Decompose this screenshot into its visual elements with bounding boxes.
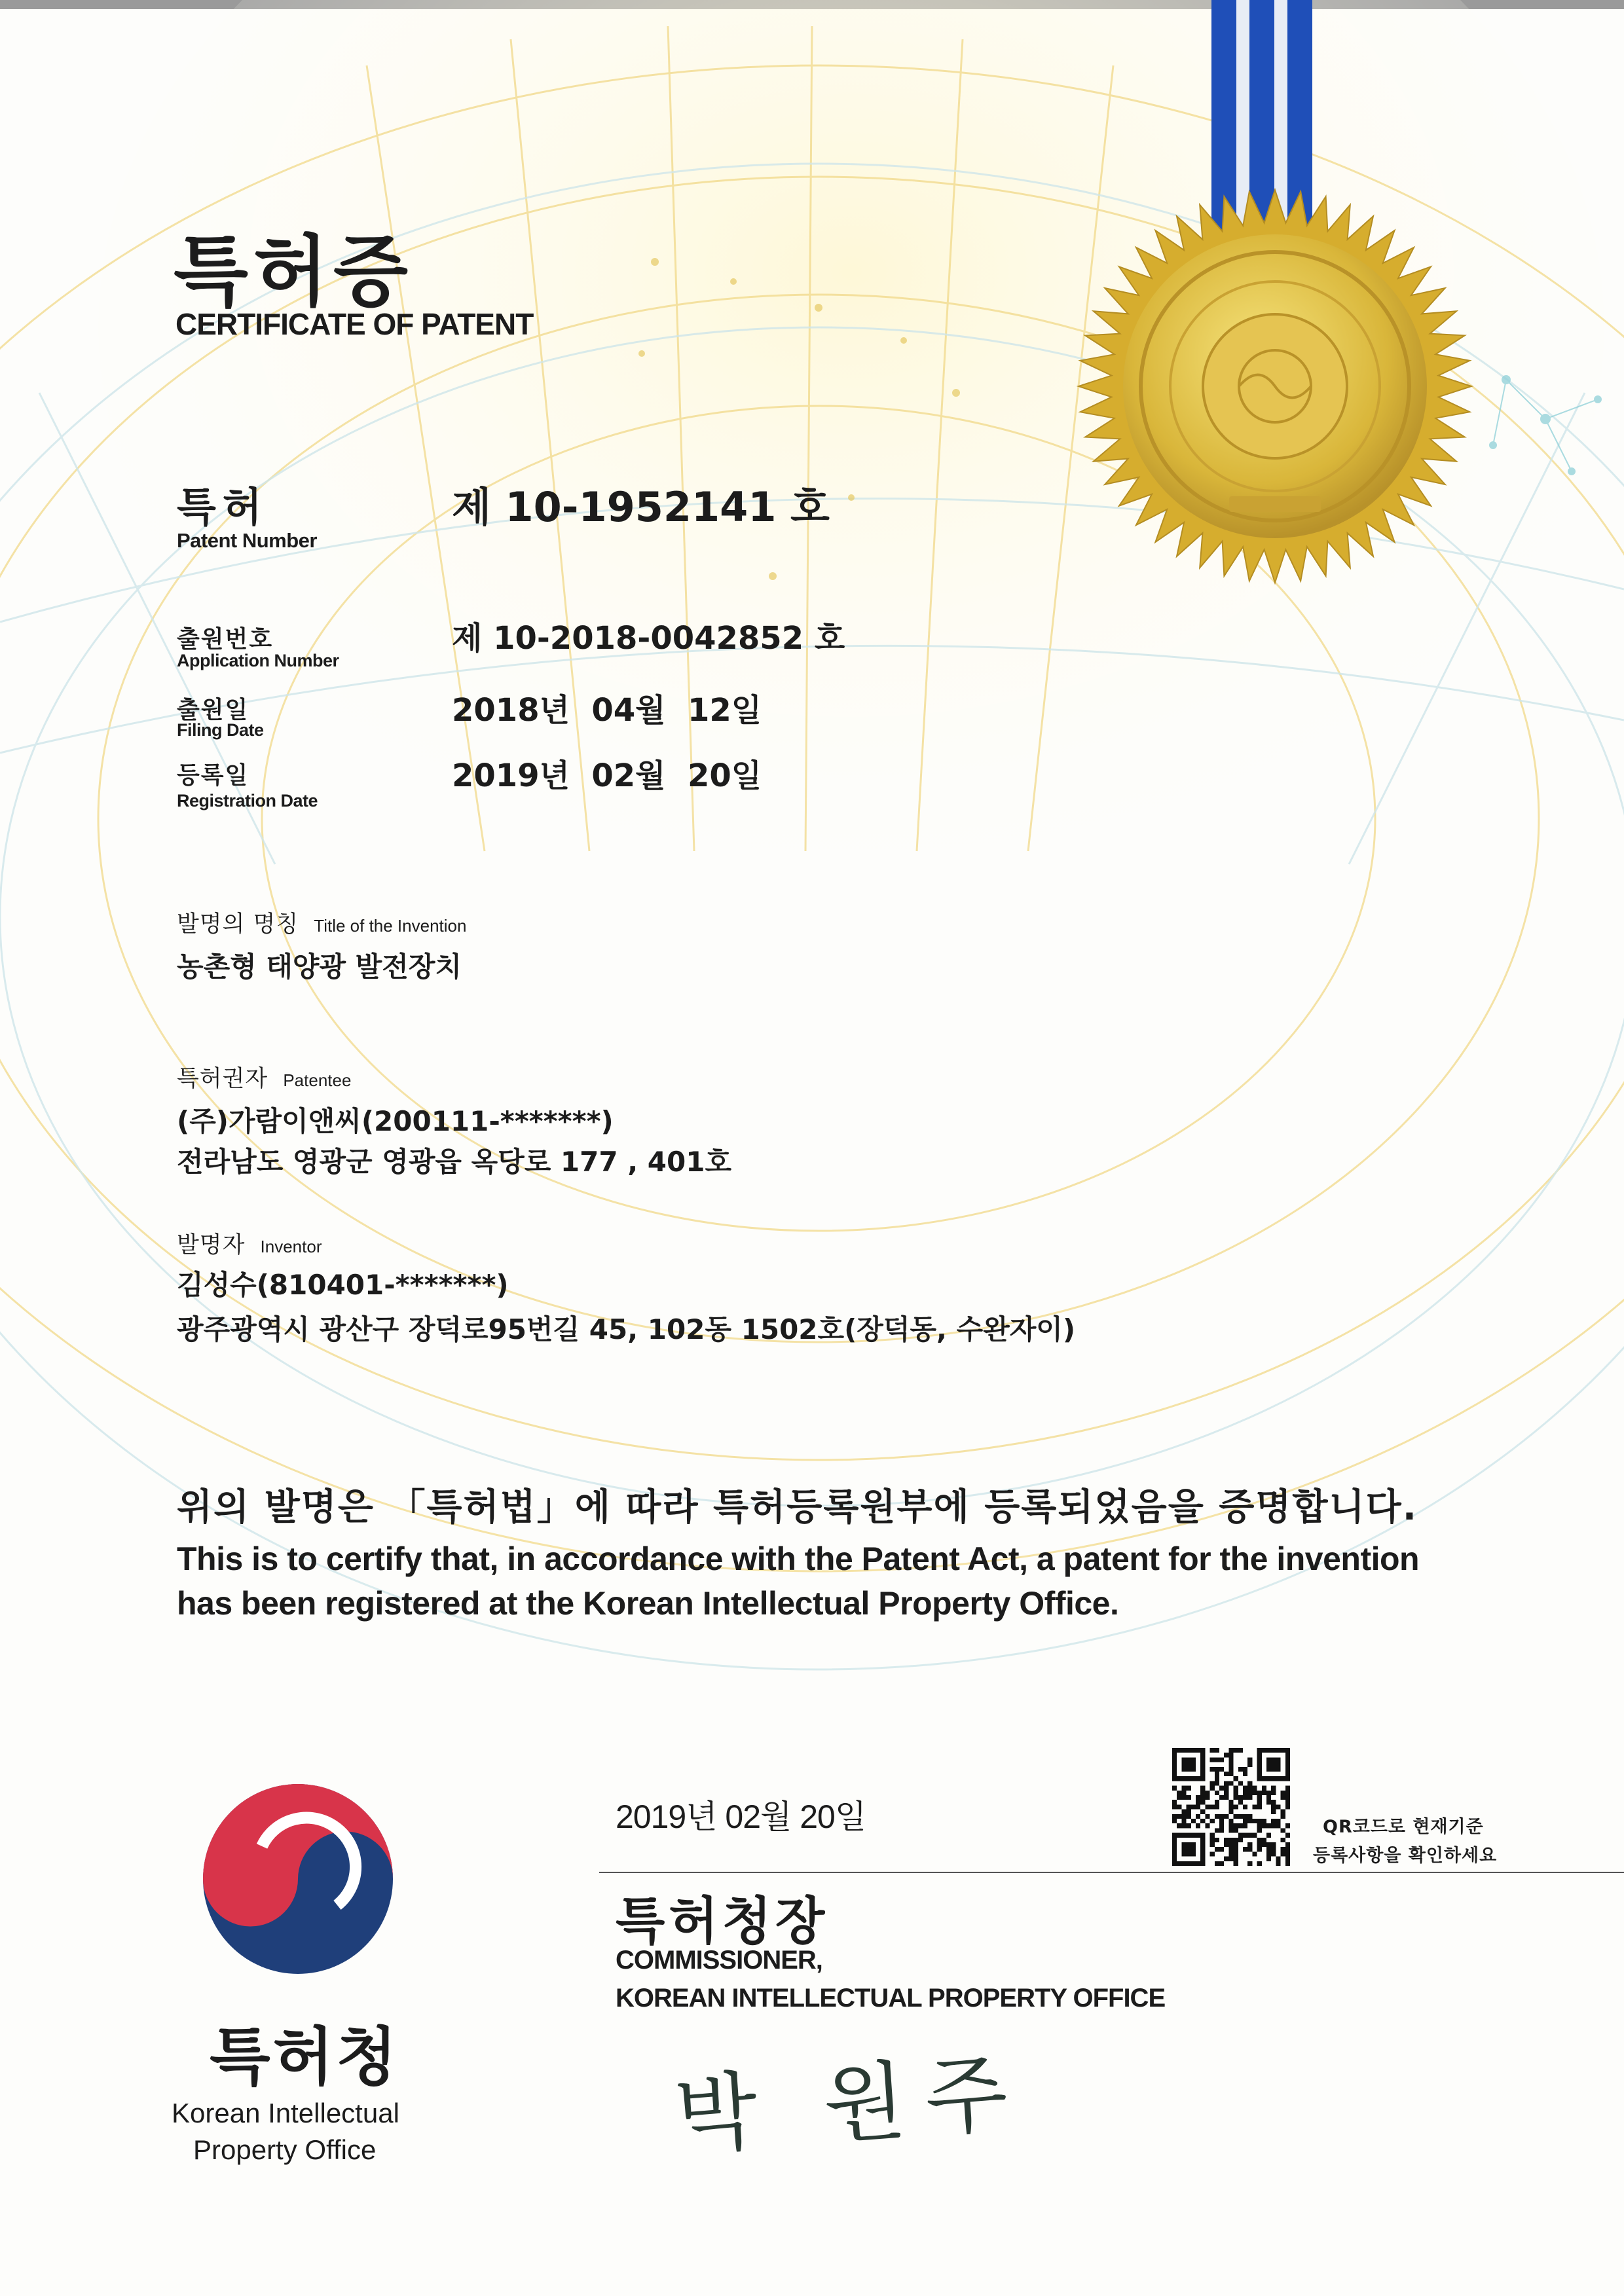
inventor-address: 광주광역시 광산구 장덕로95번길 45, 102동 1502호(장덕동, 수완자이) (177, 1313, 1076, 1345)
qr-note-line1: QR코드로 현재기준 (1323, 1817, 1484, 1837)
filing-date-label-ko: 출원일 (177, 697, 249, 723)
commissioner-title-en-line2: KOREAN INTELLECTUAL PROPERTY OFFICE (616, 1984, 1166, 2013)
commissioner-title-en-line1: COMMISSIONER, (616, 1946, 822, 1975)
statement-en-line1: This is to certify that, in accordance with the Patent Act, a patent for the invention (177, 1540, 1420, 1577)
patentee-name: (주)가람이앤씨(200111-*******) (177, 1105, 614, 1137)
patent-number-label-en: Patent Number (177, 529, 317, 552)
qr-note-line2: 등록사항을 확인하세요 (1313, 1846, 1498, 1866)
patentee-label-ko: 특허권자 (177, 1066, 268, 1092)
invention-label-en: Title of the Invention (314, 916, 467, 936)
inventor-label (177, 1227, 322, 1260)
patentee-address: 전라남도 영광군 영광읍 옥당로 177 , 401호 (177, 1146, 732, 1178)
invention-label-ko: 발명의 명칭 (177, 911, 299, 938)
filing-date-value: 2018년 04월 12일 (452, 692, 762, 729)
invention-label (177, 906, 466, 939)
statement-en-line2: has been registered at the Korean Intellectual Property Office. (177, 1585, 1119, 1622)
kipo-name-ko: 특허청 (210, 2020, 400, 2094)
inventor-label-ko: 발명자 (177, 1232, 246, 1258)
commissioner-title-ko: 특허청장 (616, 1892, 829, 1951)
gold-seal (1079, 190, 1471, 583)
statement-ko: 위의 발명은 「특허법」에 따라 특허등록원부에 등록되었음을 증명합니다. (177, 1486, 1418, 1529)
registration-date-label-ko: 등록일 (177, 762, 249, 789)
application-number-label-en: Application Number (177, 651, 339, 670)
certificate-title-en: CERTIFICATE OF PATENT (175, 307, 534, 341)
issue-date: 2019년 02월 20일 (616, 1798, 866, 1835)
inventor-name: 김성수(810401-*******) (177, 1269, 509, 1301)
kipo-name-en-line1: Korean Intellectual (172, 2098, 399, 2128)
invention-title: 농촌형 태양광 발전장치 (177, 951, 462, 983)
patent-number-label-ko: 특허 (177, 483, 268, 531)
application-number-value: 제 10-2018-0042852 호 (452, 620, 845, 657)
application-number-label-ko: 출원번호 (177, 626, 274, 653)
kipo-name-en-line2: Property Office (193, 2134, 377, 2165)
registration-date-value: 2019년 02월 20일 (452, 757, 762, 794)
taegeuk-symbol (203, 1784, 393, 1974)
patentee-label-en: Patentee (283, 1070, 352, 1090)
inventor-label-en: Inventor (260, 1237, 322, 1256)
patentee-label (177, 1061, 351, 1093)
certificate-title-ko: 특허증 (174, 227, 413, 317)
filing-date-label-en: Filing Date (177, 720, 264, 740)
commissioner-signature: 박 원주 (672, 2042, 1031, 2166)
patent-number-value: 제 10-1952141 호 (452, 483, 830, 531)
registration-date-label-en: Registration Date (177, 791, 318, 811)
qr-code[interactable] (1172, 1748, 1290, 1866)
